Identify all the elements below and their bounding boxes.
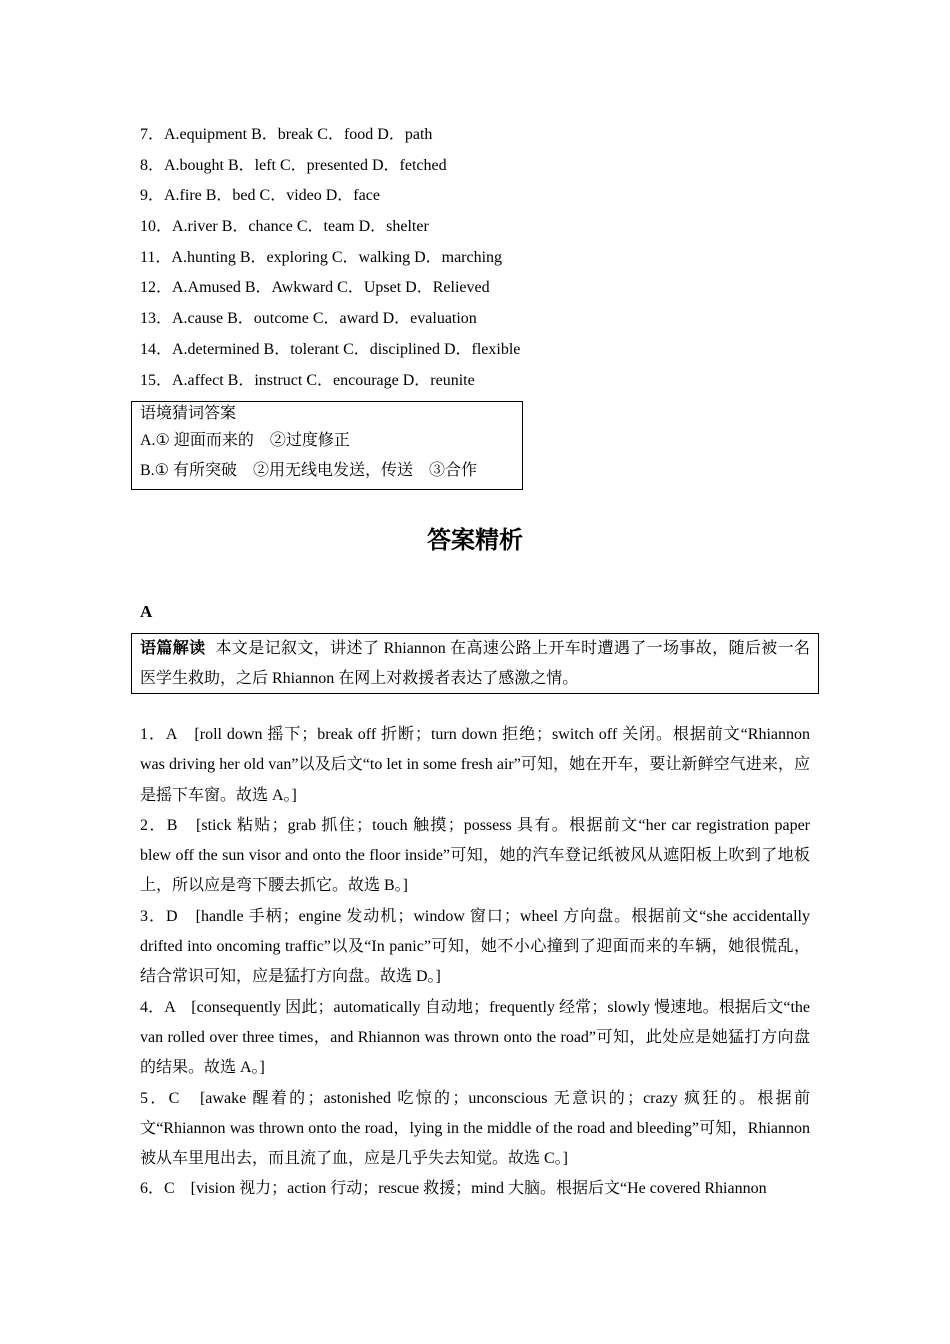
vocab-line-a: A.① 迎面而来的 ②过度修正 xyxy=(140,432,350,449)
option-line: 15．A.affect B．instruct C．encourage D．reunite xyxy=(140,371,475,389)
option-line: 11．A.hunting B．exploring C．walking D．marching xyxy=(140,248,503,266)
vocab-answer-box xyxy=(131,401,523,490)
section-title: 答案精析 xyxy=(427,526,523,554)
answer-list xyxy=(140,720,810,1205)
option-line: 12．A.Amused B．Awkward C．Upset D．Relieved xyxy=(140,279,490,297)
option-line: 13．A.cause B．outcome C．award D．evaluation xyxy=(140,310,477,328)
answer-item: 1．A [roll down 摇下；break off 折断；turn down 拒绝；switch off 关闭。根据前文“Rhiannon was driving her old van”以及后文“to let in some fresh air”可知，她在开车，要让新鲜空气进来，应是摇下车窗。故选 A。] xyxy=(140,726,810,804)
option-line: 14．A.determined B．tolerant C．disciplined D．flexible xyxy=(140,340,521,358)
vocab-title: 语境猜词答案 xyxy=(140,405,237,422)
option-line: 10．A.river B．chance C．team D．shelter xyxy=(140,218,429,236)
answer-item: 4．A [consequently 因此；automatically 自动地；frequently 经常；slowly 慢速地。根据后文“the van rolled over three times，and Rhiannon was thrown onto the road”可知，此处应是她猛打方向盘的结果。故选 A。] xyxy=(140,998,810,1077)
answer-item: 6．C [vision 视力；action 行动；rescue 救援；mind 大脑。根据后文“He covered Rhiannon xyxy=(140,1180,767,1198)
answer-item: 2．B [stick 粘贴；grab 抓住；touch 触摸；possess 具有。根据前文“her car registration paper blew off the sun visor and onto the floor inside”可知，她的汽车登记纸被风从遮阳板上吹到了地板上，所以应是弯下腰去抓它。故选 B。] xyxy=(140,816,810,895)
answer-item: 5．C [awake 醒着的；astonished 吃惊的；unconscious 无意识的；crazy 疯狂的。根据前文“Rhiannon was thrown onto the road，lying in the middle of the road and bleeding”可知，Rhiannon 被从车里甩出去，而且流了血，应是几乎失去知觉。故选 C。] xyxy=(140,1089,810,1168)
reading-label: 语篇解读 xyxy=(140,640,206,657)
passage-label: A xyxy=(140,602,153,621)
option-line: 7．A.equipment B．break C．food D．path xyxy=(140,126,433,143)
option-list xyxy=(140,120,520,396)
answer-item: 3．D [handle 手柄；engine 发动机；window 窗口；wheel 方向盘。根据前文“she accidentally drifted into oncoming traffic”以及“In panic”可知，她不小心撞到了迎面而来的车辆，她很慌乱，结合常识可知，应是猛打方向盘。故选 D。] xyxy=(140,907,810,986)
reading-text: 本文是记叙文，讲述了 Rhiannon 在高速公路上开车时遭遇了一场事故，随后被一名医学生救助，之后 Rhiannon 在网上对救援者表达了感激之情。 xyxy=(140,640,810,687)
option-line: 8．A.bought B．left C．presented D．fetched xyxy=(140,156,447,174)
vocab-line-b: B.① 有所突破 ②用无线电发送，传送 ③合作 xyxy=(140,462,478,479)
option-line: 9．A.fire B．bed C．video D．face xyxy=(140,187,380,205)
reading-summary-box xyxy=(131,633,819,694)
